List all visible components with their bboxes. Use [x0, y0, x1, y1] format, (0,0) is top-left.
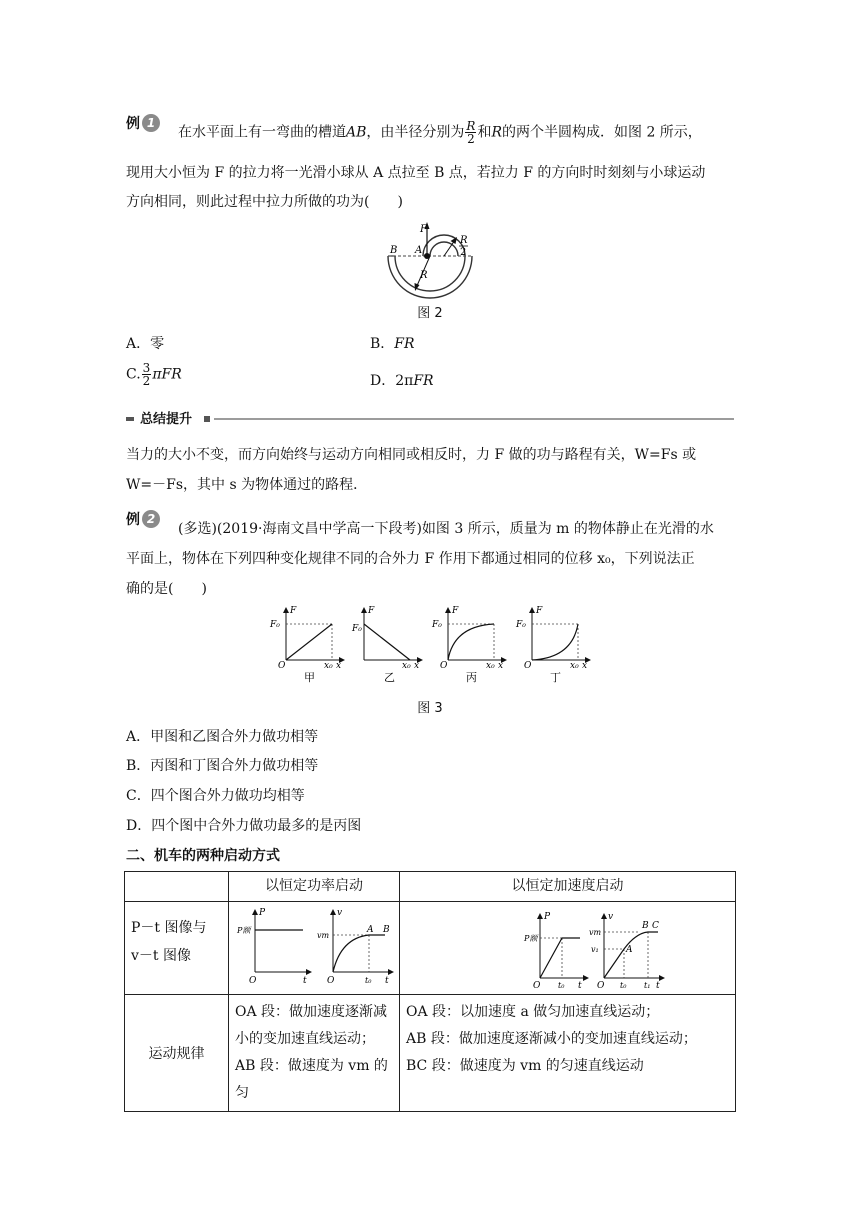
f0-label: F₀ — [516, 620, 526, 630]
example-2-line-3: 确的是( ) — [126, 581, 207, 597]
option-c-label: C. — [126, 366, 141, 383]
table-row — [125, 902, 736, 995]
radius-r-label: R — [420, 270, 428, 281]
example-2-badge — [126, 509, 160, 529]
rule-line: AB 段：做加速度逐渐减小的变加速直线运动； — [406, 1031, 697, 1047]
axis-t-label: t — [303, 976, 307, 986]
row-label: 运动规律 — [148, 1046, 205, 1062]
origin-label: O — [249, 976, 257, 986]
fraction-numerator: 3 — [142, 361, 151, 375]
x0-label: x₀ — [486, 661, 495, 671]
fraction-denominator: 2 — [467, 132, 475, 146]
x0-label: x₀ — [570, 661, 579, 671]
option-a: A．甲图和乙图合外力做功相等 — [126, 729, 319, 745]
text-segment: 在水平面上有一弯曲的槽道 — [178, 124, 346, 141]
axis-f-label: F — [368, 606, 375, 616]
example-label: 例 — [126, 512, 140, 528]
graph-yi — [351, 606, 422, 684]
radius-half-num: R — [460, 235, 468, 246]
table-cell — [229, 902, 400, 995]
text-segment: 和 — [477, 124, 492, 141]
origin-label: O — [596, 981, 604, 990]
example-2-line-1: (多选)(2019·海南文昌中学高一下段考)如图 3 所示，质量为 m 的物体静止在光滑的水 — [178, 521, 714, 537]
table-row-label — [125, 995, 229, 1112]
axis-x-label: x — [336, 661, 342, 671]
text-segment: 的两个半圆构成．如图 2 所示， — [502, 124, 702, 141]
example-label: 例 — [126, 116, 140, 132]
curve-ding — [532, 624, 578, 660]
graph-name: 乙 — [384, 671, 395, 684]
table-cell — [229, 995, 400, 1112]
rule-line: OA 段：以加速度 a 做匀加速直线运动； — [406, 1004, 660, 1020]
axis-p-label: P — [259, 908, 266, 918]
example-1-line-1 — [178, 120, 702, 145]
point-a-label: A — [625, 945, 632, 955]
graph-name: 丁 — [550, 671, 561, 684]
axis-v-label: v — [337, 908, 343, 918]
example-1-line-3: 方向相同，则此过程中拉力所做的功为( ) — [126, 194, 403, 210]
radius-half-den: 2 — [460, 247, 467, 258]
constant-power-graphs — [229, 902, 399, 990]
figure-2-semicircle-track — [380, 218, 480, 300]
axis-p-label: P — [543, 912, 550, 922]
summary-marker — [126, 417, 134, 421]
table-row-label — [125, 902, 229, 995]
v-curve — [604, 932, 658, 978]
summary-header — [126, 408, 734, 428]
row-label-line: v－t 图像 — [131, 948, 191, 964]
example-1-line-2: 现用大小恒为 F 的拉力将一光滑小球从 A 点拉至 B 点，若拉力 F 的方向时时刻刻与小球运动 — [126, 165, 706, 181]
figure-3-caption: 图 3 — [417, 701, 443, 716]
axis-x-label: x — [582, 661, 588, 671]
option-b-value: FR — [394, 336, 415, 352]
origin-label: O — [327, 976, 335, 986]
point-b-label: B — [641, 921, 649, 931]
t0-label: t₀ — [619, 981, 626, 990]
graph-bing — [431, 606, 506, 684]
p-curve — [540, 938, 580, 978]
option-a: A．零 — [126, 336, 165, 352]
axis-f-label: F — [290, 606, 297, 616]
axis-t-label: t — [385, 976, 389, 986]
graph-name: 丙 — [466, 671, 477, 684]
axis-t-label: t — [577, 981, 582, 990]
v-curve — [333, 935, 385, 972]
point-a-label: A — [415, 245, 423, 256]
example-1-badge — [126, 113, 160, 133]
origin-label: O — [278, 661, 286, 671]
f0-label: F₀ — [432, 620, 442, 630]
axis-f-label: F — [536, 606, 543, 616]
summary-title: 总结提升 — [140, 412, 193, 427]
origin-label: O — [524, 661, 532, 671]
axis-f-label: F — [452, 606, 459, 616]
startup-comparison-table — [124, 871, 736, 1112]
axis-v-label: v — [607, 912, 613, 922]
option-d — [370, 370, 434, 390]
table-header-cell: 以恒定加速度启动 — [400, 872, 736, 902]
t0-label: t₀ — [365, 976, 372, 985]
axis-t-label: t — [655, 981, 660, 990]
option-c: C．四个图合外力做功均相等 — [126, 788, 305, 804]
force-label: F — [420, 224, 427, 235]
rule-line: OA 段：做加速度逐渐减 — [235, 1004, 388, 1020]
point-a-label: A — [367, 925, 374, 935]
fraction — [465, 120, 476, 145]
example-2-line-2: 平面上，物体在下列四种变化规律不同的合外力 F 作用下都通过相同的位移 x₀，下列说法正 — [126, 551, 695, 567]
table-cell — [400, 902, 736, 995]
example-number: 1 — [142, 114, 160, 132]
x0-label: x₀ — [324, 661, 333, 671]
f0-label: F₀ — [270, 620, 280, 630]
vm-label: vm — [588, 928, 601, 937]
option-b — [370, 333, 415, 353]
summary-rule — [214, 418, 734, 420]
fraction-denominator: 2 — [142, 374, 151, 388]
figure-3-graphs — [266, 602, 606, 684]
graph-name: 甲 — [304, 671, 315, 684]
point-c-label: C — [651, 921, 659, 931]
p-rated-label: P额 — [237, 926, 251, 935]
summary-line-1: 当力的大小不变，而方向始终与运动方向相同或相反时，力 F 做的功与路程有关，W=Fs 或 — [126, 447, 697, 463]
option-b-label: B． — [370, 336, 395, 352]
vm-label: vm — [317, 931, 330, 940]
section-2-title: 二、机车的两种启动方式 — [126, 848, 280, 864]
axis-x-label: x — [414, 661, 420, 671]
rule-line: 小的变加速直线运动； — [235, 1031, 375, 1047]
graph-jia — [269, 606, 344, 684]
rule-line: AB 段：做速度为 vm 的匀 — [235, 1058, 388, 1101]
v1-label: v₁ — [590, 945, 599, 954]
table-header-cell — [125, 872, 229, 902]
table-cell — [400, 995, 736, 1112]
graph-ding — [515, 606, 590, 684]
option-b: B．丙图和丁图合外力做功相等 — [126, 758, 319, 774]
row-label-line: P－t 图像与 — [131, 920, 207, 936]
option-d: D．四个图中合外力做功最多的是丙图 — [126, 818, 362, 834]
option-c — [126, 362, 182, 387]
text-segment: ，由半径分别为 — [366, 124, 465, 141]
option-c-value: πFR — [152, 366, 182, 383]
option-d-value: FR — [413, 373, 434, 389]
summary-dot — [204, 416, 210, 422]
figure-2-caption: 图 2 — [417, 306, 443, 321]
t1-label: t₁ — [643, 981, 650, 990]
t0-label: t₀ — [557, 981, 564, 990]
text-segment: R — [491, 124, 502, 141]
point-b-label: B — [390, 245, 398, 256]
example-number: 2 — [142, 510, 160, 528]
curve-bing — [448, 624, 494, 660]
x0-label: x₀ — [402, 661, 411, 671]
curve-yi — [364, 624, 410, 660]
text-segment: AB — [346, 124, 367, 141]
fraction-numerator: R — [466, 119, 476, 133]
summary-line-2: W=－Fs，其中 s 为物体通过的路程． — [126, 477, 368, 493]
f0-label: F₀ — [352, 624, 362, 634]
constant-acceleration-graphs — [418, 902, 718, 990]
fraction — [142, 362, 152, 387]
table-row — [125, 995, 736, 1112]
origin-label: O — [532, 981, 540, 990]
point-b-label: B — [383, 925, 390, 935]
p-rated-label: P额 — [523, 934, 537, 943]
axis-x-label: x — [498, 661, 504, 671]
table-header-cell: 以恒定功率启动 — [229, 872, 400, 902]
curve-jia — [286, 624, 332, 660]
table-header-row — [125, 872, 736, 902]
rule-line: BC 段：做速度为 vm 的匀速直线运动 — [406, 1058, 644, 1074]
origin-label: O — [440, 661, 448, 671]
option-d-label: D．2π — [370, 373, 414, 389]
